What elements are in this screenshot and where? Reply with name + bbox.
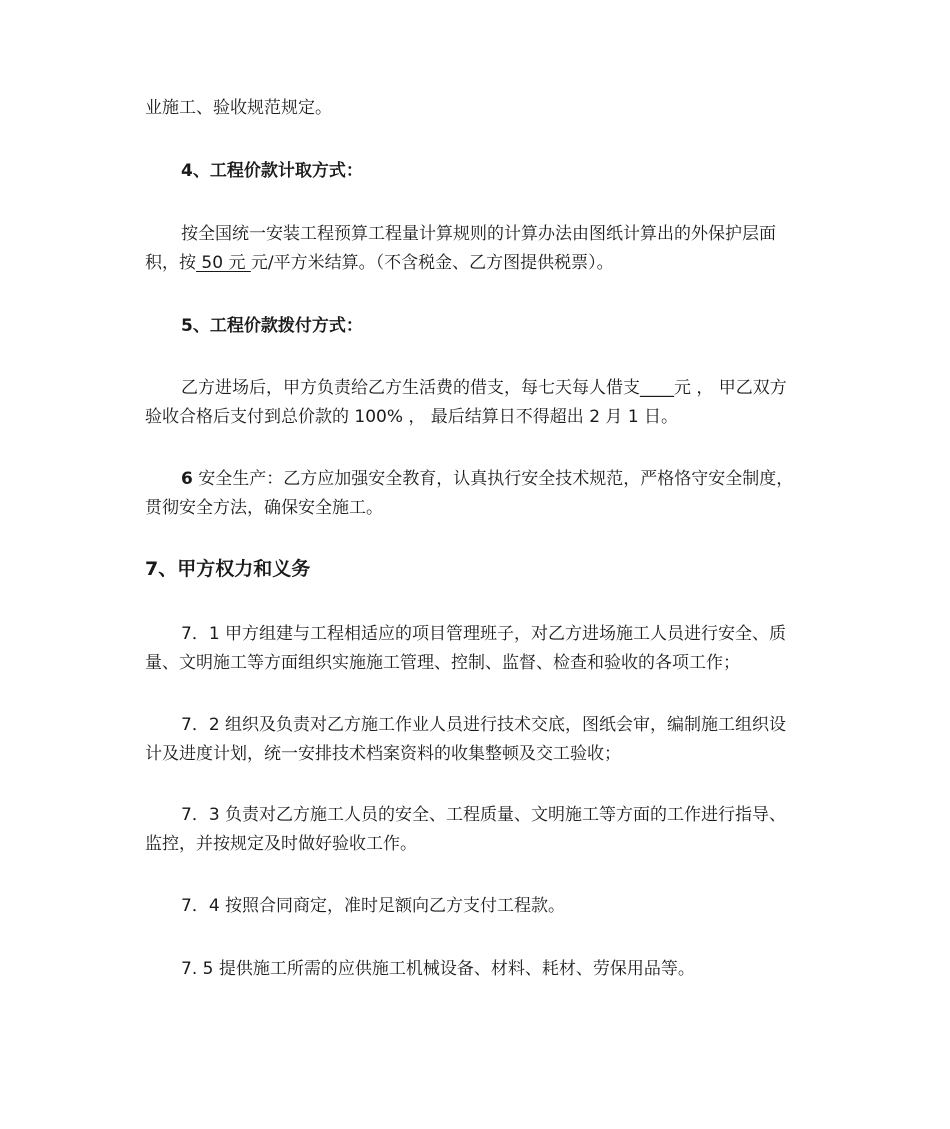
text-line: 计及进度计划，统一安排技术档案资料的收集整顿及交工验收； (145, 744, 621, 764)
unit-price-field: 50 元 (196, 253, 251, 273)
text-line: 业施工、验收规范规定。 (145, 98, 332, 118)
section-heading-5 (145, 312, 871, 341)
text-line: 7. 5 提供施工所需的应供施工机械设备、材料、耗材、劳保用品等。 (181, 959, 695, 979)
heading-text: 4、工程价款计取方式： (181, 161, 363, 181)
text-line (145, 465, 835, 494)
text-line: 贯彻安全方法，确保安全施工。 (145, 498, 383, 518)
paragraph-pricing-method (145, 220, 835, 278)
text-line: 监控，并按规定及时做好验收工作。 (145, 834, 417, 854)
text-line (145, 374, 835, 403)
text-line: 7．1 甲方组建与工程相适应的项目管理班子，对乙方进场施工人员进行安全、质 (181, 624, 787, 644)
text-line (145, 249, 835, 278)
text-line: 按全国统一安装工程预算工程量计算规则的计算办法由图纸计算出的外保护层面 (181, 224, 776, 244)
section-heading-4 (145, 157, 871, 186)
text-line: 7．2 组织及负责对乙方施工作业人员进行技术交底，图纸会审，编制施工组织设 (181, 715, 787, 735)
text-segment: 乙方进场后，甲方负责给乙方生活费的借支，每七天每人借支 (181, 378, 640, 398)
text-line: 7．3 负责对乙方施工人员的安全、工程质量、文明施工等方面的工作进行指导、 (181, 805, 787, 825)
paragraph-continuation (145, 94, 835, 123)
blank-amount-field: ____ (640, 378, 674, 398)
item-number: 6 (181, 469, 193, 489)
section-heading-7 (145, 555, 835, 584)
clause-7-4 (145, 892, 835, 921)
text-line: 验收合格后支付到总价款的 100% ， 最后结算日不得超出 2 月 1 日。 (145, 407, 679, 427)
clause-7-5 (145, 955, 835, 984)
text-line: 量、文明施工等方面组织实施施工管理、控制、监督、检查和验收的各项工作； (145, 653, 740, 673)
clause-7-2 (145, 711, 835, 769)
clause-7-3 (145, 801, 835, 859)
text-line: 7．4 按照合同商定，准时足额向乙方支付工程款。 (181, 896, 566, 916)
paragraph-safety (145, 465, 835, 523)
heading-text: 7、甲方权力和义务 (145, 558, 311, 580)
text-segment: 元/平方米结算。（不含税金、乙方图提供税票）。 (250, 253, 614, 273)
heading-text: 5、工程价款拨付方式： (181, 316, 363, 336)
text-segment: 元 ， 甲乙双方 (674, 378, 787, 398)
paragraph-payment-method (145, 374, 835, 432)
clause-7-1 (145, 620, 835, 678)
text-segment: 积，按 (145, 253, 196, 273)
text-segment: 安全生产：乙方应加强安全教育，认真执行安全技术规范，严格恪守安全制度， (192, 469, 794, 489)
